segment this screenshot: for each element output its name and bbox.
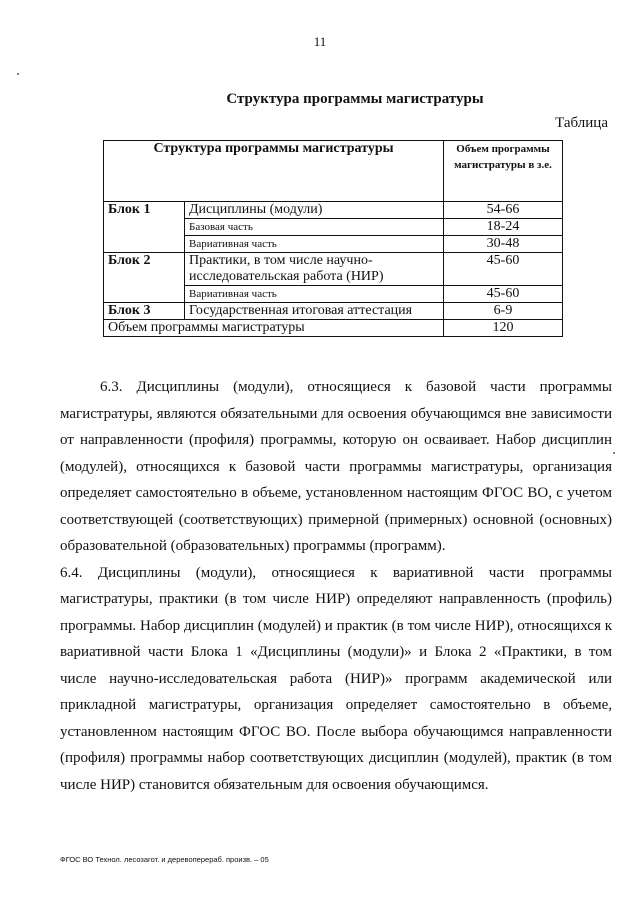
value-cell: 30-48 — [444, 236, 563, 253]
item-cell: Базовая часть — [185, 219, 444, 236]
scan-speck — [17, 73, 19, 75]
block-cell: Блок 2 — [104, 253, 185, 303]
item-cell: Дисциплины (модули) — [185, 202, 444, 219]
value-cell: 45-60 — [444, 253, 563, 286]
paragraph-6-3: 6.3. Дисциплины (модули), относящиеся к базовой части программы магистратуры, являются обязательными для освоения обучающимся вне зависимости от направленности (профиля) программы, которую он осваивает. Набор дисциплин (модулей), относящихся к базовой части программы магистратуры, организация определяет самостоятельно в объеме, установленном настоящим ФГОС ВО, с учетом соответствующей (соответствующих) примерной (примерных) основной (основных) образовательной (образовательных) программы (программ). — [60, 379, 612, 554]
table-row — [104, 202, 563, 219]
program-structure-table — [103, 140, 563, 337]
value-cell: 18-24 — [444, 219, 563, 236]
page-number: 11 — [313, 34, 327, 49]
header-volume: Объем программы магистратуры в з.е. — [444, 141, 563, 202]
block-cell: Блок 1 — [104, 202, 185, 253]
value-cell: 6-9 — [444, 303, 563, 320]
value-cell: 45-60 — [444, 286, 563, 303]
footer-note: ФГОС ВО Технол. лесозагот. и деревоперераб. произв. – 05 — [60, 855, 269, 864]
table-row — [104, 253, 563, 286]
item-cell: Вариативная часть — [185, 236, 444, 253]
table-total-row — [104, 320, 563, 337]
total-label: Объем программы магистратуры — [104, 320, 444, 337]
item-cell: Практики, в том числе научно-исследовательская работа (НИР) — [185, 253, 444, 286]
table-header-row — [104, 141, 563, 202]
block-cell: Блок 3 — [104, 303, 185, 320]
paragraph-6-4: 6.4. Дисциплины (модули), относящиеся к вариативной части программы магистратуры, практики (в том числе НИР) определяют направленность (профиль) программы. Набор дисциплин (модулей) и практик (в том числе НИР), относящихся к вариативной части Блока 1 «Дисциплины (модули)» и Блока 2 «Практики, в том числе научно-исследовательская работа (НИР)» программ академической или прикладной магистратуры, организация определяет самостоятельно в объеме, установленном настоящим ФГОС ВО. После выбора обучающимся направленности (профиля) программы набор соответствующих дисциплин (модулей), практик (в том числе НИР) становится обязательным для освоения обучающимся. — [60, 564, 612, 793]
value-cell: 54-66 — [444, 202, 563, 219]
item-cell: Вариативная часть — [185, 286, 444, 303]
header-structure: Структура программы магистратуры — [104, 141, 444, 202]
item-cell: Государственная итоговая аттестация — [185, 303, 444, 320]
table-row — [104, 303, 563, 320]
document-title: Структура программы магистратуры — [226, 91, 484, 107]
total-value: 120 — [444, 320, 563, 337]
body-text — [60, 374, 612, 798]
scan-speck — [613, 452, 615, 454]
table-label: Таблица — [555, 115, 608, 131]
